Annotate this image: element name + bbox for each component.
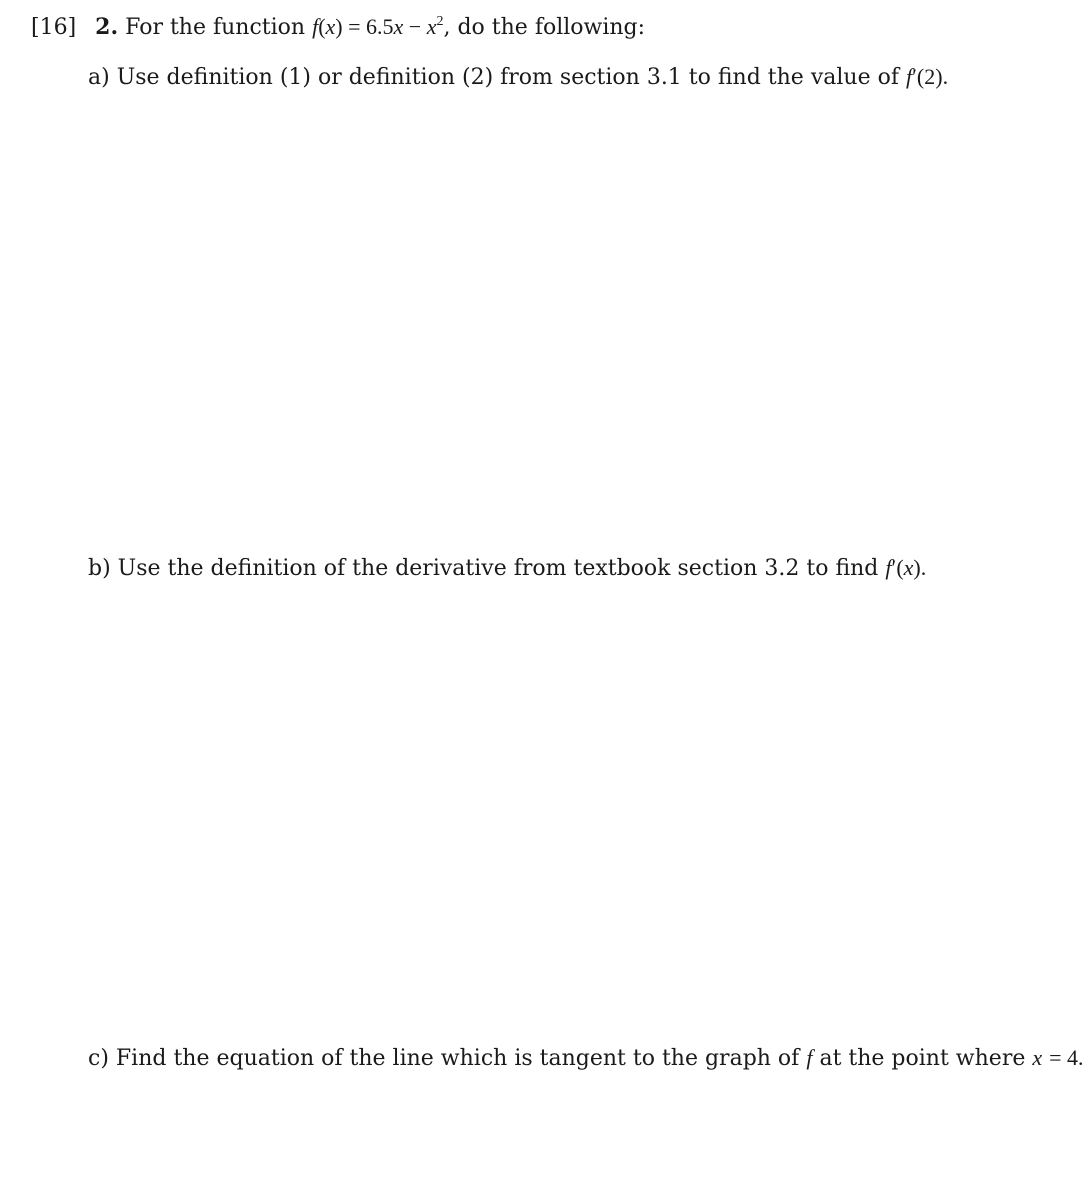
part-b-text: Use the definition of the derivative from textbook section 3.2 to find xyxy=(117,556,879,581)
part-c-value: = 4. xyxy=(1049,1045,1084,1070)
part-c-variable: x xyxy=(1032,1045,1043,1070)
part-c-text: Find the equation of the line which is tangent to the graph of xyxy=(115,1046,800,1071)
points-label: [16] xyxy=(31,15,77,40)
problem-intro-tail: , do the following: xyxy=(443,15,646,40)
part-b xyxy=(88,554,926,583)
problem-number: 2. xyxy=(95,14,119,40)
part-c xyxy=(88,1044,1084,1073)
part-b-derivative: f′(x). xyxy=(885,555,927,580)
part-a-text: Use definition (1) or definition (2) from section 3.1 to find the value of xyxy=(116,65,899,90)
part-c-function: f xyxy=(806,1045,813,1070)
part-c-text-mid: at the point where xyxy=(819,1046,1026,1071)
problem-intro-text: For the function xyxy=(125,15,306,40)
part-a-label: a) xyxy=(88,65,110,90)
part-b-label: b) xyxy=(88,556,111,581)
part-c-label: c) xyxy=(88,1046,109,1071)
function-expression: $f(x) = 6.5x - x^2$ xyxy=(312,14,444,39)
part-a xyxy=(88,63,948,92)
problem-header xyxy=(31,13,645,42)
part-a-derivative: f′(2). xyxy=(905,64,949,89)
